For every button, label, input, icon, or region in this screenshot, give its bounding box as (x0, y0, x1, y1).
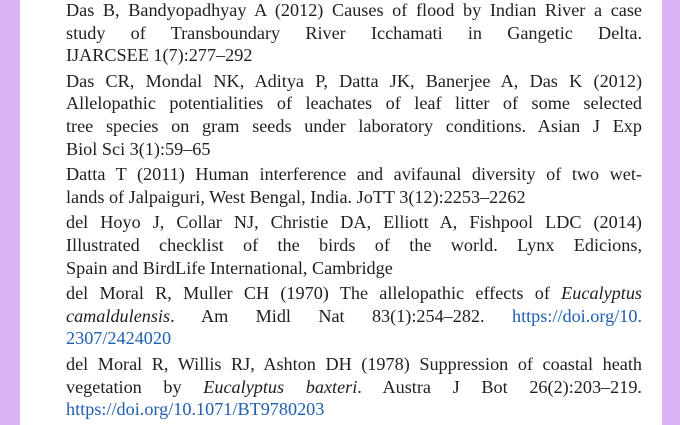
reference-line (66, 305, 642, 328)
reference-text: . Am Midl Nat 83(1):254–282. (170, 305, 512, 326)
reference-text: . Austra J Bot 26(2):203–219. (357, 376, 642, 397)
reference-line: Datta T (2011) Human interference and avifaunal diversity of two wet- (66, 164, 642, 185)
reference-text: del Moral R, Muller CH (1970) The allelopathic effects of (66, 283, 562, 304)
reference-line: Das CR, Mondal NK, Aditya P, Datta JK, Banerjee A, Das K (2012) (66, 70, 642, 91)
reference-line: Das B, Bandyopadhyay A (2012) Causes of flood by Indian River a case (66, 0, 642, 20)
reference-line: study of Transboundary River Icchamati in Gangetic Delta. (66, 22, 642, 43)
reference-line: lands of Jalpaiguri, West Bengal, India. JoTT 3(12):2253–2262 (66, 186, 526, 207)
reference-line: Allelopathic potentialities of leachates of leaf litter of some selected (66, 93, 642, 114)
doi-link[interactable]: https://doi.org/10.1071/BT9780203 (66, 399, 325, 420)
doi-link-continued[interactable]: 2307/2424020 (66, 328, 172, 349)
reference-del-moral-willis (66, 353, 642, 421)
reference-line: del Moral R, Willis RJ, Ashton DH (1978) Suppression of coastal heath (66, 353, 642, 374)
reference-text: vegetation by (66, 376, 204, 397)
reference-line (66, 327, 642, 350)
reference-datta (66, 163, 642, 208)
reference-line: IJARCSEE 1(7):277–292 (66, 45, 253, 66)
reference-das-mondal (66, 70, 642, 160)
species-name: camaldulensis (66, 305, 171, 326)
reference-das-bandyopadhyay (66, 0, 642, 67)
reference-del-hoyo (66, 211, 642, 279)
reference-line (66, 398, 642, 421)
reference-line: Spain and BirdLife International, Cambridge (66, 257, 393, 278)
reference-line: Illustrated checklist of the birds of the world. Lynx Edicions, (66, 234, 642, 255)
reference-line: tree species on gram seeds under laboratory conditions. Asian J Exp (66, 115, 642, 136)
reference-line (66, 376, 642, 399)
species-name: Eucalyptus baxteri (203, 376, 358, 397)
species-name: Eucalyptus (561, 283, 642, 304)
doi-link[interactable]: https://doi.org/10. (511, 305, 642, 326)
document-page (20, 0, 662, 425)
reference-del-moral-muller (66, 282, 642, 350)
reference-line: del Hoyo J, Collar NJ, Christie DA, Elliott A, Fishpool LDC (2014) (66, 212, 642, 233)
reference-list (66, 0, 642, 424)
reference-line (66, 282, 642, 305)
reference-line: Biol Sci 3(1):59–65 (66, 138, 211, 159)
